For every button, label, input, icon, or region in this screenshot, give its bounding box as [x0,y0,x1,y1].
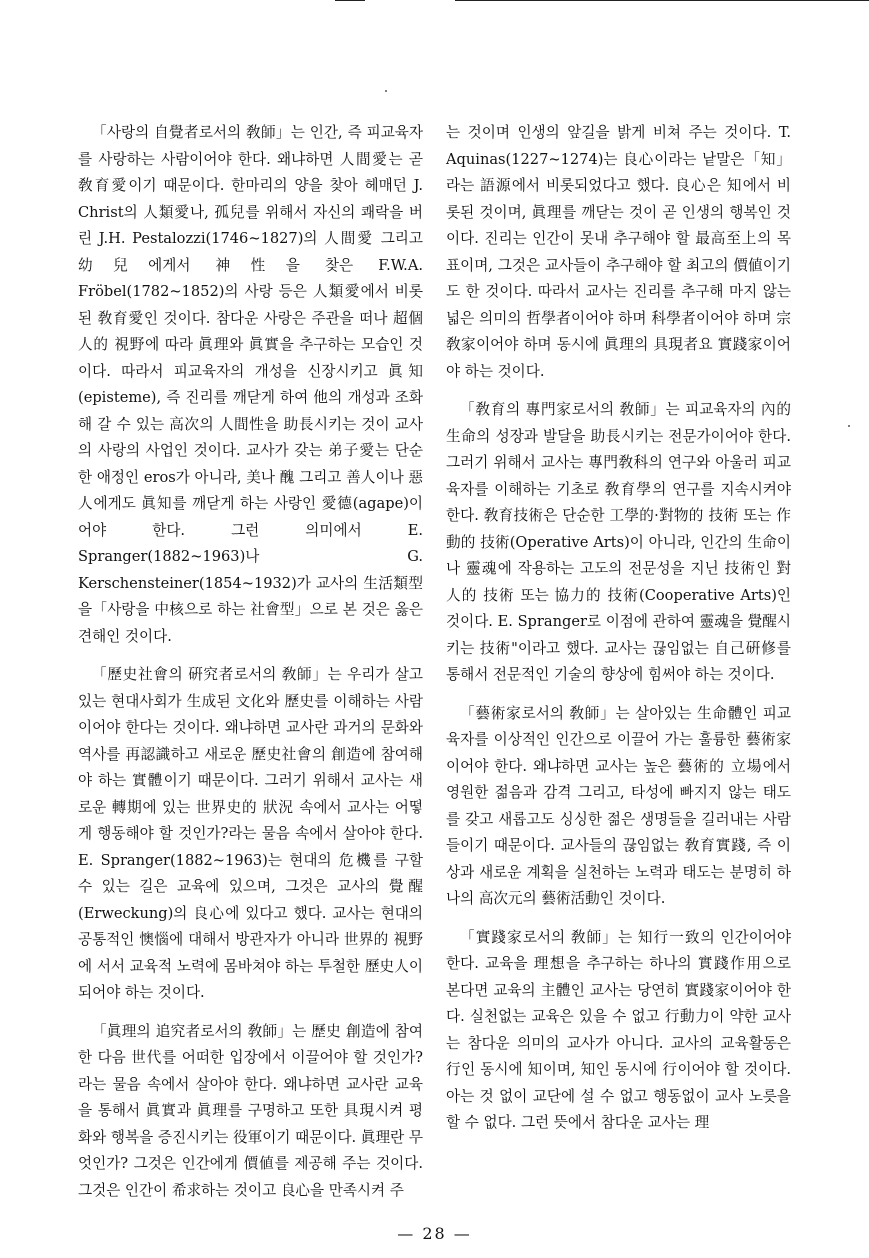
paragraph-artist-teacher: 「藝術家로서의 敎師」는 살아있는 生命體인 피교육자를 이상적인 인간으로 이끌어 가는 훌륭한 藝術家이어야 한다. 왜냐하면 교사는 높은 藝術的 立場에서 영원한 젊음과 감격 그리고, 타성에 빠지지 않는 태도를 갖고 새롭고도 싱싱한 젊은 생명들을 길러내는 사람들이기 때문이다. 교사들의 끊임없는 敎育實踐, 즉 이상과 새로운 계획을 실천하는 노력과 태도는 분명히 하나의 高次元의 藝術活動인 것이다. [446,704,791,907]
header-rule-left [335,0,365,1]
paragraph-education-expert: 「敎育의 專門家로서의 敎師」는 피교육자의 內的 生命의 성장과 발달을 助長시키는 전문가이어야 한다. 그러기 위해서 교사는 專門敎科의 연구와 아울러 피교육자를 이해하는 기초로 敎育學의 연구를 지속시켜야 한다. 敎育技術은 단순한 工學的·對物的 技術 또는 作動的 技術(Operative Arts)이 아니라, 인간의 生命이나 靈魂에 작용하는 고도의 전문성을 지닌 技術인 對人的 技術 또는 協力的 技術(Cooperative Arts)인 것이다. E. Spranger로 이점에 관하여 靈魂을 覺醒시키는 技術"이라고 했다. 교사는 끊임없는 自己硏修를 통해서 전문적인 기술의 향상에 힘써야 하는 것이다. [446,401,791,683]
paragraph-practitioner-teacher: 「實踐家로서의 敎師」는 知行一致의 인간이어야 한다. 교육을 理想을 추구하는 하나의 實踐作用으로 본다면 교육의 主體인 교사는 당연히 實踐家이어야 한다. 실천없는 교육은 있을 수 없고 行動力이 약한 교사는 참다운 의미의 교사가 아니다. 교사의 교육활동은 行인 동시에 知이며, 知인 동시에 行이어야 할 것이다. 아는 것 없이 교단에 설 수 없고 행동없이 교사 노릇을 할 수 없다. 그런 뜻에서 참다운 교사는 理 [446,928,791,1131]
page-number: — 28 — [397,1224,472,1243]
header-rule-right [455,0,869,1]
print-speck [848,425,850,427]
left-column [78,120,423,1204]
paragraph-truth-continued: 는 것이며 인생의 앞길을 밝게 비쳐 주는 것이다. T. Aquinas(1227~1274)는 良心이라는 낱말은「知」라는 語源에서 비롯되었다고 했다. 良心은 知에서 비롯된 것이며, 眞理를 깨닫는 것이 곧 인생의 행복인 것이다. 진리는 인간이 못내 추구해야 할 最高至上의 목표이며, 그것은 교사들이 추구해야 할 최고의 價値이기도 한 것이다. 따라서 교사는 진리를 추구해 마지 않는 넓은 의미의 哲學者이어야 하며 科學者이어야 하며 宗敎家이어야 하며 동시에 眞理의 具現者요 實踐家이어야 하는 것이다. [446,124,791,380]
paragraph-history-researcher: 「歷史社會의 硏究者로서의 敎師」는 우리가 살고 있는 현대사회가 生成된 文化와 歷史를 이해하는 사람이어야 한다는 것이다. 왜냐하면 교사란 과거의 문화와 역사를 再認識하고 새로운 歷史社會의 創造에 참여해야 하는 實體이기 때문이다. 그러기 위해서 교사는 새로운 轉期에 있는 世界史的 狀況 속에서 교사는 어떻게 행동해야 할 것인가?라는 물음 속에서 살아야 한다. E. Spranger(1882~1963)는 현대의 危機를 구할 수 있는 길은 교육에 있으며, 그것은 교사의 覺醒(Erweckung)의 良心에 있다고 했다. 교사는 현대의 공통적인 懊惱에 대해서 방관자가 아니라 世界的 視野에 서서 교육적 노력에 몸바쳐야 하는 투철한 歷史人이 되어야 하는 것이다. [78,666,423,1001]
paragraph-truth-seeker: 「眞理의 追究者로서의 敎師」는 歷史 創造에 참여한 다음 世代를 어떠한 입장에서 이끌어야 할 것인가?라는 물음 속에서 살아야 한다. 왜냐하면 교사란 교육을 통해서 眞實과 眞理를 구명하고 또한 具現시켜 평화와 행복을 증진시키는 役軍이기 때문이다. 眞理란 무엇인가? 그것은 인간에게 價値를 제공해 주는 것이다. 그것은 인간이 希求하는 것이고 良心을 만족시켜 주 [78,1022,423,1199]
print-speck [385,90,387,92]
right-column [446,120,791,1137]
paragraph-loving-teacher: 「사랑의 自覺者로서의 敎師」는 인간, 즉 피교육자를 사랑하는 사람이어야 한다. 왜냐하면 人間愛는 곧 敎育愛이기 때문이다. 한마리의 양을 찾아 헤매던 J. Christ의 人類愛나, 孤兒를 위해서 자신의 쾌락을 버린 J.H. Pestalozzi(1746~1827)의 人間愛 그리고 幼兒에게서 神性을 찾은 F.W.A. Fröbel(1782~1852)의 사랑 등은 人類愛에서 비롯된 敎育愛인 것이다. 참다운 사랑은 주관을 떠나 超個人的 視野에 따라 眞理와 眞實을 추구하는 모습인 것이다. 따라서 피교육자의 개성을 신장시키고 眞知(episteme), 즉 진리를 깨닫게 하여 他의 개성과 조화해 갈 수 있는 高次의 人間性을 助長시키는 것이 교사의 사랑의 사업인 것이다. 교사가 갖는 弟子愛는 단순한 애정인 eros가 아니라, 美나 醜 그리고 善人이나 惡人에게도 眞知를 깨닫게 하는 사랑인 愛德(agape)이어야 한다. 그런 의미에서 E. Spranger(1882~1963)나 G. Kerschensteiner(1854~1932)가 교사의 生活類型을「사랑을 中核으로 하는 社會型」으로 본 것은 옳은 견해인 것이다. [78,124,423,645]
